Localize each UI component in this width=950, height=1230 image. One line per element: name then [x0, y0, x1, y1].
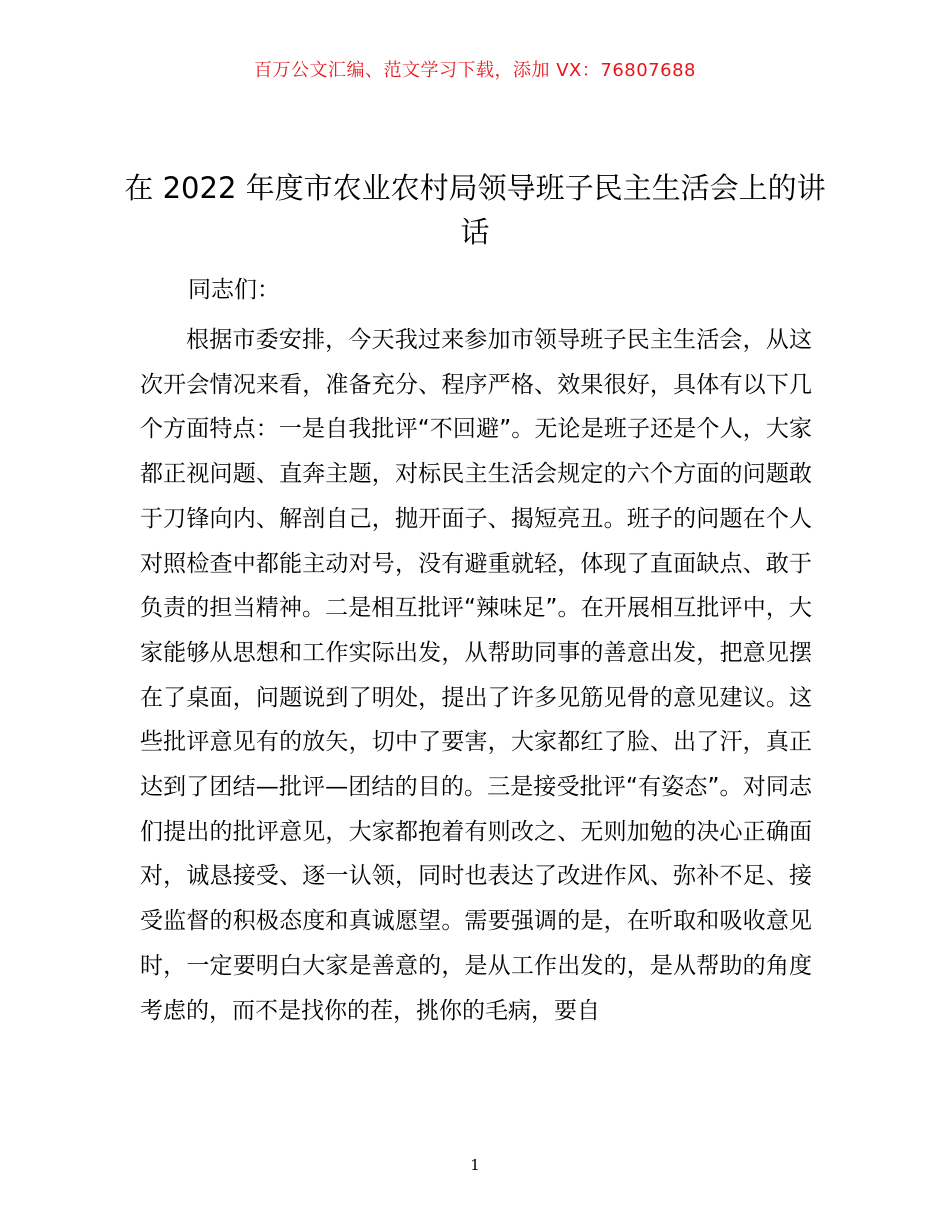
document-title: 在 2022 年度市农业农村局领导班子民主生活会上的讲话 [124, 171, 826, 249]
page-number: 1 [470, 1156, 480, 1174]
salutation: 同志们： [188, 277, 280, 303]
header-banner: 百万公文汇编、范文学习下载，添加 VX：76807688 [254, 60, 696, 81]
body-paragraph: 根据市委安排，今天我过来参加市领导班子民主生活会，从这次开会情况来看，准备充分、程序严格、效果很好，具体有以下几个方面特点：一是自我批评“不回避”。无论是班子还是个人，大家都正视问题、直奔主题，对标民主生活会规定的六个方面的问题敢于刀锋向内、解剖自己，抛开面子、揭短亮丑。班子的问题在个人对照检查中都能主动对号，没有避重就轻，体现了直面缺点、敢于负责的担当精神。二是相互批评“辣味足”。在开展相互批评中，大家能够从思想和工作实际出发，从帮助同事的善意出发，把意见摆在了桌面，问题说到了明处，提出了许多见筋见骨的意见建议。这些批评意见有的放矢，切中了要害，大家都红了脸、出了汗，真正达到了团结—批评—团结的目的。三是接受批评“有姿态”。对同志们提出的批评意见，大家都抱着有则改之、无则加勉的决心正确面对，诚恳接受、逐一认领，同时也表达了改进作风、弥补不足、接受监督的积极态度和真诚愿望。需要强调的是，在听取和吸收意见时，一定要明白大家是善意的，是从工作出发的，是从帮助的角度考虑的，而不是找你的茬，挑你的毛病，要自 [140, 327, 812, 1024]
